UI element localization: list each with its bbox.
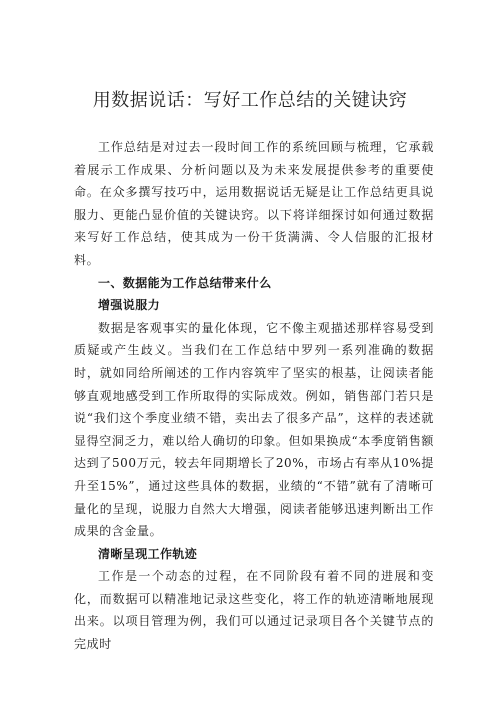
subsection-trajectory-heading: 清晰呈现工作轨迹 (98, 546, 198, 561)
section-1-heading: 一、数据能为工作总结带来什么 (98, 275, 272, 290)
subsection-persuasion-body: 数据是客观事实的量化体现，它不像主观描述那样容易受到质疑或产生歧义。当我们在工作总结中罗列一系列准确的数据时，就如同给所阐述的工作内容筑牢了坚实的根基，让阅读者能够直观地感受到工作所取得的实际成效。例如，销售部门若只是说“我们这个季度业绩不错，卖出去了很多产品”，这样的表述就显得空洞乏力，难以给人确切的印象。但如果换成“本季度销售额达到了500万元，较去年同期增长了20%，市场占有率从10%提升至15%”，通过这些具体的数据，业绩的“不错”就有了清晰可量化的呈现，说服力自然大大增强，阅读者能够迅速判断出工作成果的含金量。 (74, 320, 434, 539)
subsection-trajectory-body: 工作是一个动态的过程，在不同阶段有着不同的进展和变化，而数据可以精准地记录这些变化，将工作的轨迹清晰地展现出来。以项目管理为例，我们可以通过记录项目各个关键节点的完成时 (74, 569, 434, 652)
document-title: 用数据说话：写好工作总结的关键诀窍 (92, 90, 408, 111)
intro-paragraph: 工作总结是对过去一段时间工作的系统回顾与梳理，它承载着展示工作成果、分析问题以及为未来发展提供参考的重要使命。在众多撰写技巧中，运用数据说话无疑是让工作总结更具说服力、更能凸显价值的关键诀窍。以下将详细探讨如何通过数据来写好工作总结，使其成为一份干货满满、令人信服的汇报材料。 (74, 140, 434, 267)
subsection-persuasion-heading: 增强说服力 (98, 298, 161, 313)
document-body (74, 136, 434, 656)
